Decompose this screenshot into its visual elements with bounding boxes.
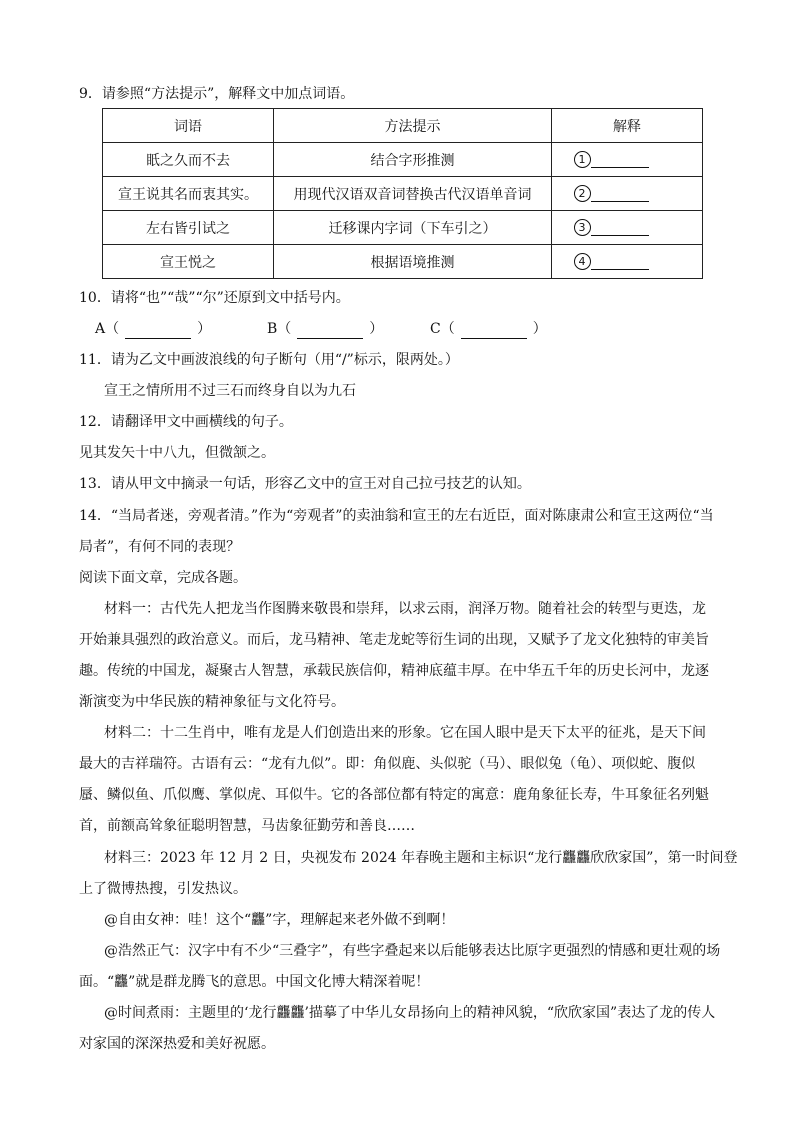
row-method: 用现代汉语双音词替换古代汉语单音词: [274, 177, 552, 211]
table-row: [103, 211, 703, 245]
option-b-close: ）: [369, 321, 384, 337]
material-2-line: 最大的吉祥瑞符。古语有云：“龙有九似”。即：角似鹿、头似驼（马）、眼似兔（龟）、项似蛇、腹似: [79, 756, 696, 772]
option-a-label: A（: [95, 321, 120, 337]
answer-blank[interactable]: [591, 153, 649, 168]
row-word: 宣王悦之: [103, 245, 274, 279]
table-row: [103, 177, 703, 211]
row-method: 结合字形推测: [274, 143, 552, 177]
reading-instruction: 阅读下面文章，完成各题。: [79, 570, 247, 586]
question-14-prompt-line1: 14．“当局者迷，旁观者清。”作为“旁观者”的卖油翁和宣王的左右近臣，面对陈康肃公和宣王这两位“当: [79, 508, 714, 524]
method-hint-table: [102, 108, 703, 279]
option-b-blank[interactable]: [297, 324, 363, 339]
material-3-line: 材料三：2023 年 12 月 2 日，央视发布 2024 年春晚主题和主标识“龙行龘龘欣欣家国”，第一时间登: [104, 850, 738, 866]
option-c-blank[interactable]: [461, 324, 527, 339]
question-12-sentence: 见其发矢十中八九，但微颔之。: [79, 445, 275, 461]
circled-number-3: 3: [574, 219, 591, 236]
option-c-close: ）: [532, 321, 547, 337]
circled-number-2: 2: [574, 185, 591, 202]
comment-2-line: 面。“龘”就是群龙腾飞的意思。中国文化博大精深着呢！: [79, 974, 430, 990]
option-b-label: B（: [267, 321, 292, 337]
row-method: 根据语境推测: [274, 245, 552, 279]
answer-cell[interactable]: [552, 245, 703, 279]
table-header-row: [103, 109, 703, 143]
question-10-prompt: 10．请将“也”“哉”“尔”还原到文中括号内。: [79, 290, 350, 306]
comment-2-line: @浩然正气：汉字中有不少“三叠字”，有些字叠起来以后能够表达比原字更强烈的情感和更壮观的场: [104, 943, 721, 959]
option-b: [267, 319, 383, 339]
answer-blank[interactable]: [591, 255, 649, 270]
question-9-prompt: 9．请参照“方法提示”，解释文中加点词语。: [79, 86, 355, 102]
question-11-prompt: 11．请为乙文中画波浪线的句子断句（用“/”标示，限两处。）: [79, 352, 459, 368]
answer-cell[interactable]: [552, 211, 703, 245]
header-word: 词语: [103, 109, 274, 143]
material-1-line: 趣。传统的中国龙，凝聚古人智慧，承载民族信仰，精神底蕴丰厚。在中华五千年的历史长河中，龙逐: [79, 663, 709, 679]
option-a-blank[interactable]: [125, 324, 191, 339]
circled-number-4: 4: [574, 253, 591, 270]
comment-1: @自由女神：哇！这个“龘”字，理解起来老外做不到啊！: [104, 912, 455, 928]
table-row: [103, 143, 703, 177]
answer-blank[interactable]: [591, 187, 649, 202]
answer-cell[interactable]: [552, 143, 703, 177]
material-1-line: 渐演变为中华民族的精神象征与文化符号。: [79, 694, 345, 710]
option-a-close: ）: [197, 321, 212, 337]
question-11-sentence: 宣王之情所用不过三石而终身自以为九石: [104, 383, 356, 399]
option-a: [95, 319, 211, 339]
material-2-line: 蜃、鳞似鱼、爪似鹰、掌似虎、耳似牛。它的各部位都有特定的寓意：鹿角象征长寿，牛耳象征名列魁: [79, 787, 709, 803]
circled-number-1: 1: [574, 151, 591, 168]
question-13-prompt: 13．请从甲文中摘录一句话，形容乙文中的宣王对自己拉弓技艺的认知。: [79, 476, 531, 492]
row-word: 宣王说其名而衷其实。: [103, 177, 274, 211]
material-2-line: 首，前额高耸象征聪明智慧，马齿象征勤劳和善良……: [79, 818, 415, 834]
option-c: [430, 319, 547, 339]
header-method: 方法提示: [274, 109, 552, 143]
row-word: 眂之久而不去: [103, 143, 274, 177]
option-c-label: C（: [430, 321, 455, 337]
answer-cell[interactable]: [552, 177, 703, 211]
row-word: 左右皆引试之: [103, 211, 274, 245]
material-2-line: 材料二：十二生肖中，唯有龙是人们创造出来的形象。它在国人眼中是天下太平的征兆，是天下间: [104, 725, 706, 741]
table-row: [103, 245, 703, 279]
material-3-line: 上了微博热搜，引发热议。: [79, 881, 247, 897]
answer-blank[interactable]: [591, 221, 649, 236]
comment-3-line: @时间煮雨：主题里的‘龙行龘龘’描摹了中华儿女昂扬向上的精神风貌，“欣欣家国”表达了龙的传人: [104, 1005, 716, 1021]
material-1-line: 开始兼具强烈的政治意义。而后，龙马精神、笔走龙蛇等衍生词的出现，又赋予了龙文化独特的审美旨: [79, 632, 709, 648]
comment-3-line: 对家国的深深热爱和美好祝愿。: [79, 1036, 275, 1052]
row-method: 迁移课内字词（下车引之）: [274, 211, 552, 245]
question-14-prompt-line2: 局者”，有何不同的表现？: [79, 539, 241, 555]
header-explanation: 解释: [552, 109, 703, 143]
question-12-prompt: 12．请翻译甲文中画横线的句子。: [79, 414, 293, 430]
material-1-line: 材料一：古代先人把龙当作图腾来敬畏和崇拜，以求云雨，润泽万物。随着社会的转型与更迭，龙: [104, 601, 706, 617]
